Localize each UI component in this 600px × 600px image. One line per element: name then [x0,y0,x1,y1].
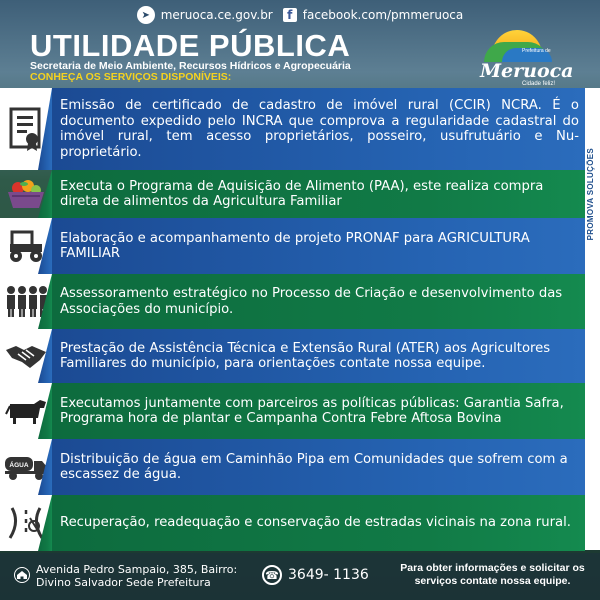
service-text: Executa o Programa de Aquisição de Alimento (PAA), este realiza compra direta de alimentos da Agricultura Familiar [52,170,585,218]
phone[interactable] [262,565,369,585]
service-text: Elaboração e acompanhamento de projeto PRONAF para AGRICULTURA FAMILIAR [52,218,585,274]
logo-name: Meruoca [480,60,574,82]
truck-label: ÁGUA [9,462,29,469]
service-row [0,383,585,439]
phone-number: 3649- 1136 [288,567,369,583]
service-row [0,274,585,329]
service-row [0,170,585,218]
service-row [0,439,585,495]
website-text: meruoca.ce.gov.br [160,8,273,22]
service-row [0,495,585,551]
meruoca-logo [478,28,574,88]
address-line-2: Divino Salvador Sede Prefeitura [36,576,211,589]
address [36,563,237,589]
service-text: Executamos juntamente com parceiros as políticas públicas: Garantia Safra, Programa hora de plantar e Campanha Contra Febre Aftosa Bovina [52,383,585,439]
side-label: PROMOVA SOLUÇÕES [586,148,595,241]
home-icon [14,567,30,583]
service-row [0,88,585,170]
website-link[interactable] [137,6,273,24]
side-strip [585,88,600,550]
top-bar [0,4,600,26]
facebook-link[interactable] [283,8,464,22]
service-text: Prestação de Assistência Técnica e Extensão Rural (ATER) aos Agricultores Familiares do município, para orientações contate nossa equipe. [52,329,585,383]
phone-icon: ☎ [262,565,282,585]
service-text: Emissão de certificado de cadastro de imóvel rural (CCIR) NCRA. É o documento expedido pelo INCRA que comprova a regularidade cadastral do imóvel rural, tem acesso proprietários, posseiro, usufrutuário e Nu-proprietário. [52,88,585,170]
service-row [0,329,585,383]
facebook-icon: f [283,8,297,22]
logo-prefix: Prefeitura de [522,48,551,54]
service-text: Distribuição de água em Caminhão Pipa em Comunidades que sofrem com a escassez de água. [52,439,585,495]
page-tagline: CONHEÇA OS SERVIÇOS DISPONÍVEIS: [30,71,232,83]
address-line-1: Avenida Pedro Sampaio, 385, Bairro: [36,563,238,576]
service-row [0,218,585,274]
logo-motto: Cidade feliz! [522,81,556,87]
service-text: Recuperação, readequação e conservação de estradas vicinais na zona rural. [52,495,585,551]
contact-cta: Para obter informações e solicitar os serviços contate nossa equipe. [400,562,585,587]
footer [0,553,600,600]
facebook-text: facebook.com/pmmeruoca [302,8,464,22]
cursor-icon: ➤ [137,6,155,24]
page-title: UTILIDADE PÚBLICA [30,28,351,63]
service-text: Assessoramento estratégico no Processo de Criação e desenvolvimento das Associações do município. [52,274,585,329]
page-subtitle: Secretaria de Meio Ambiente, Recursos Hídricos e Agropecuária [30,60,351,72]
